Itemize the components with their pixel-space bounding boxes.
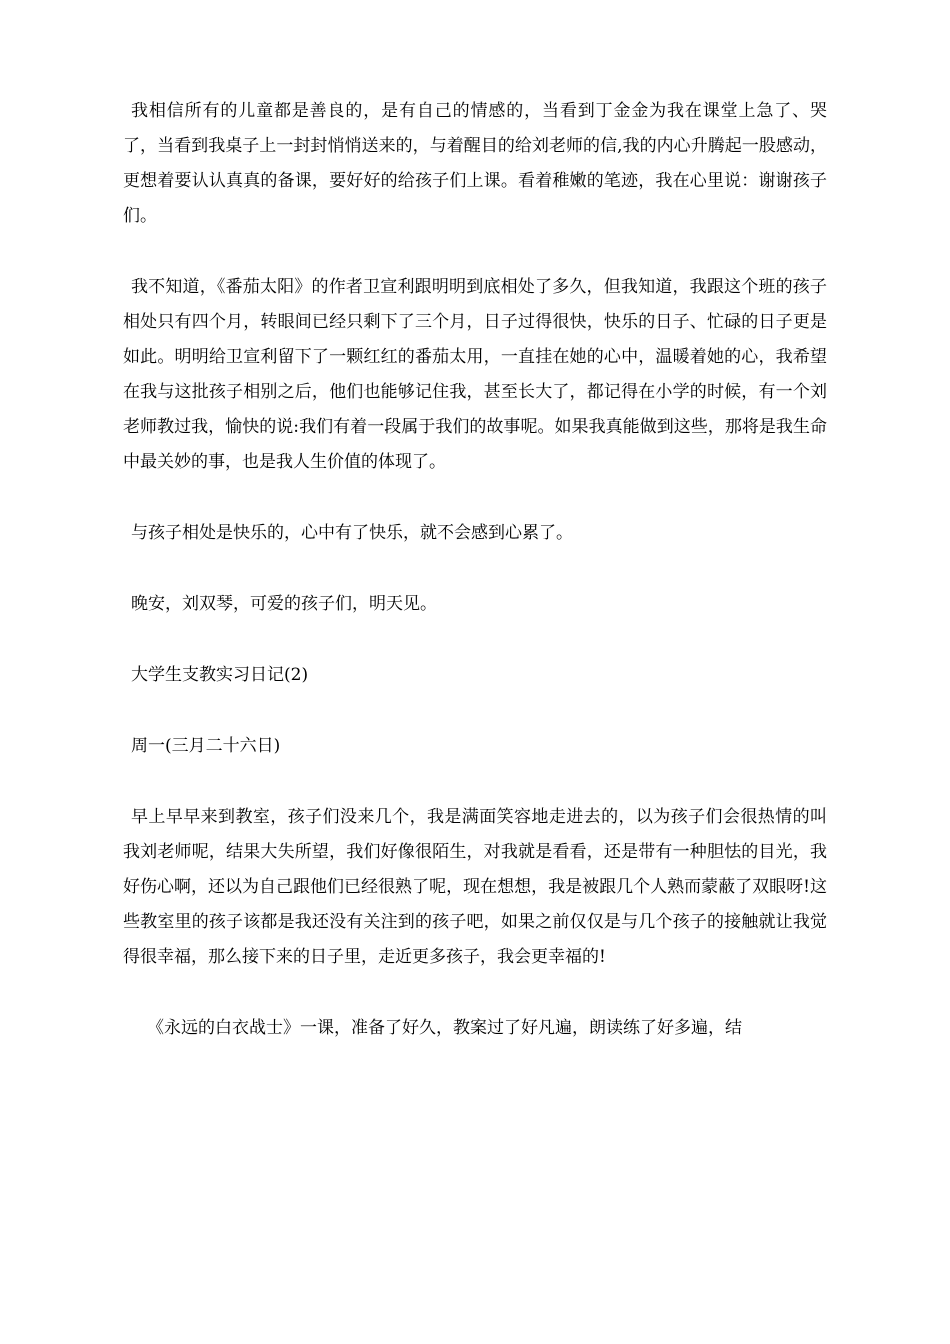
paragraph-tomato-sun: 我不知道，《番茄太阳》的作者卫宣利跟明明到底相处了多久，但我知道，我跟这个班的孩子相处只有四个月，转眼间已经只剩下了三个月，日子过得很快，快乐的日子、忙碌的日子更是如此。明明给卫宣利留下了一颗红红的番茄太用，一直挂在她的心中，温暖着她的心，我希望在我与这批孩子相别之后，他们也能够记住我，甚至长大了，都记得在小学的时候，有一个刘老师教过我，愉快的说:我们有着一段属于我们的故事呢。如果我真能做到这些，那将是我生命中最关妙的事，也是我人生价值的体现了。 bbox=[123, 277, 827, 472]
paragraph-morning: 早上早早来到教室，孩子们没来几个，我是满面笑容地走进去的，以为孩子们会很热情的叫我刘老师呢，结果大失所望，我们好像很陌生，对我就是看看，还是带有一种胆怯的目光，我好伤心啊，还以为自己跟他们已经很熟了呢，现在想想，我是被跟几个人熟而蒙蔽了双眼呀!这些教室里的孩子该都是我还没有关注到的孩子吧，如果之前仅仅是与几个孩子的接触就让我觉得很幸福，那么接下来的日子里，走近更多孩子，我会更幸福的! bbox=[123, 807, 827, 967]
paragraph-goodnight: 晚安，刘双琴，可爱的孩子们，明天见。 bbox=[131, 594, 437, 614]
paragraph-lesson: 《永远的白衣战士》一课，准备了好久，教案过了好凡遍，朗读练了好多遍，结 bbox=[147, 1018, 742, 1038]
diary-title: 大学生支教实习日记(2) bbox=[131, 665, 309, 685]
paragraph-happiness: 与孩子相处是快乐的，心中有了快乐，就不会感到心累了。 bbox=[131, 523, 573, 543]
paragraph-gratitude: 我相信所有的儿童都是善良的，是有自己的情感的，当看到丁金金为我在课堂上急了、哭了，当看到我桌子上一封封悄悄送来的，与着醒目的给刘老师的信,我的内心升腾起一股感动，更想着要认认真真的备课，要好好的给孩子们上课。看着稚嫩的笔迹，我在心里说：谢谢孩子们。 bbox=[123, 101, 827, 226]
document-body bbox=[123, 94, 827, 1046]
diary-date: 周一(三月二十六日) bbox=[131, 736, 281, 756]
